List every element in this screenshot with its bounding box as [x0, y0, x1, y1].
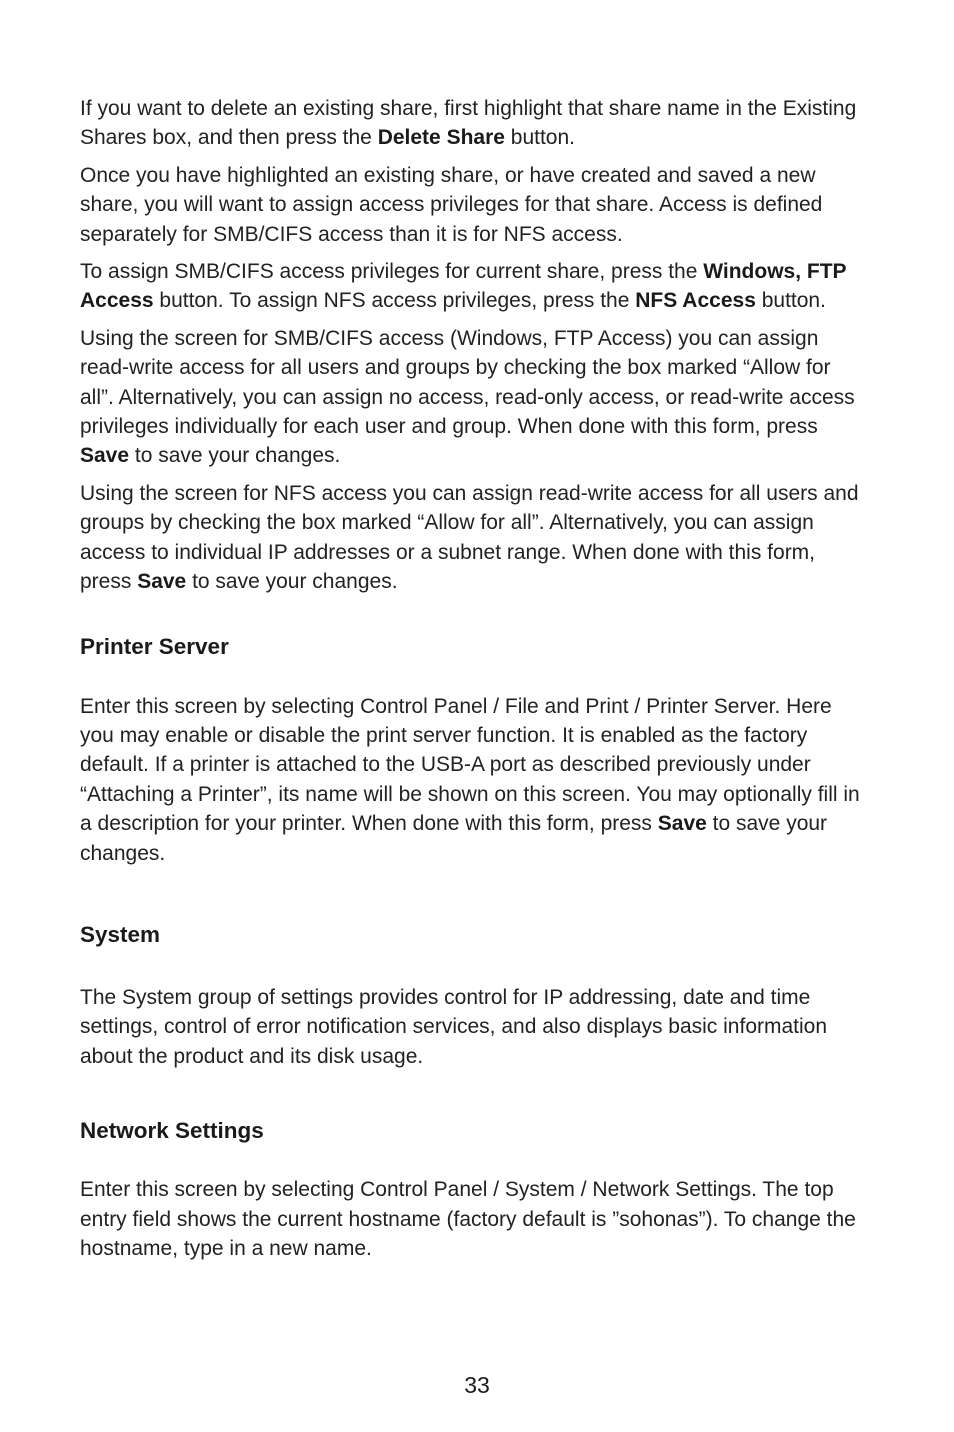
paragraph-system: The System group of settings provides control for IP addressing, date and time settings, control of error notification services, and also displays basic information about the product and its disk usage. — [80, 985, 828, 1068]
heading-network-settings: Network Settings — [80, 1118, 264, 1144]
bold-delete-share: Delete Share — [377, 126, 505, 150]
paragraph-smb-cifs-screen: Using the screen for SMB/CIFS access (Windows, FTP Access) you can assign read-write access for all users and groups by checking the box marked “Allow for all”. Alternatively, you can assign no access, read-only access, or read-write access privileges individually for each user and group. When done with this form, press Save to save your changes. — [80, 326, 855, 468]
paragraph-delete-share: If you want to delete an existing share, first highlight that share name in the Existing Shares box, and then press the Delete Share button. — [80, 97, 857, 150]
page-number: 33 — [464, 1372, 490, 1398]
paragraph-network-settings: Enter this screen by selecting Control Panel / System / Network Settings. The top entry field shows the current hostname (factory default is ”sohonas”). To change the hostname, type in a new name. — [80, 1178, 856, 1260]
bold-save: Save — [80, 444, 130, 468]
paragraph-nfs-screen: Using the screen for NFS access you can assign read-write access for all users and groups by checking the box marked “Allow for all”. Alternatively, you can assign access to individual IP addresses or a subnet range. When done with this form, press Save to save your changes. — [80, 481, 859, 594]
bold-save: Save — [657, 812, 707, 836]
paragraph-assign-access: To assign SMB/CIFS access privileges for current share, press the Windows, FTP Access button. To assign NFS access privileges, press the NFS Access button. — [80, 260, 847, 313]
page-content — [80, 94, 870, 1263]
heading-printer-server: Printer Server — [80, 633, 229, 659]
bold-windows-ftp-access: Windows, FTP Access — [80, 260, 847, 313]
bold-nfs-access: NFS Access — [635, 289, 756, 313]
bold-save: Save — [137, 570, 187, 594]
paragraph-access-privileges: Once you have highlighted an existing share, or have created and saved a new share, you will want to assign access privileges for that share. Access is defined separately for SMB/CIFS access than it is for NFS access. — [80, 163, 823, 246]
paragraph-printer-server: Enter this screen by selecting Control Panel / File and Print / Printer Server. Here you may enable or disable the print server function. It is enabled as the factory default. If a printer is attached to the USB-A port as described previously under “Attaching a Printer”, its name will be shown on this screen. You may optionally fill in a description for your printer. When done with this form, press Save to save your changes. — [80, 694, 860, 865]
heading-system: System — [80, 921, 161, 947]
